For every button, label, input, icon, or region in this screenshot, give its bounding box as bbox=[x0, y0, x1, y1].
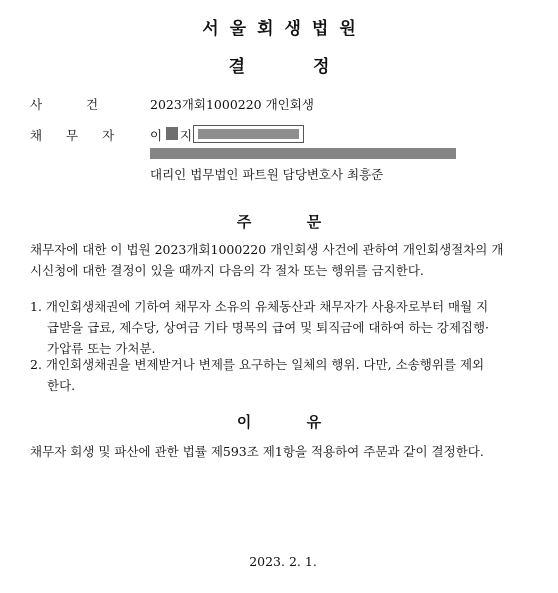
case-number: 2023개회1000220 개인회생 bbox=[150, 97, 314, 112]
ruling-item-2-line-1: 2. 개인회생채권을 변제받거나 변제를 요구하는 일체의 행위. 다만, 소송행위를 제외 bbox=[30, 357, 485, 372]
address-redaction-bar bbox=[150, 148, 456, 159]
ruling-item-2-line-2: 한다. bbox=[47, 378, 76, 393]
debtor-label: 채 무 자 bbox=[30, 128, 115, 143]
reason-heading: 이 유 bbox=[236, 413, 322, 431]
decision-date: 2023. 2. 1. bbox=[249, 554, 317, 569]
ruling-item-1-line-3: 가압류 또는 가처분. bbox=[47, 341, 156, 356]
ruling-intro-line-2: 시신청에 대한 결정이 있을 때까지 다음의 각 절차 또는 행위를 금지한다. bbox=[30, 263, 424, 278]
reason-text: 채무자 회생 및 파산에 관한 법률 제593조 제1항을 적용하여 주문과 같이 결정한다. bbox=[30, 444, 484, 459]
ruling-item-1-line-2: 급받을 급료, 제수당, 상여금 기타 명목의 급여 및 퇴직금에 대하여 하는 강제집행· bbox=[47, 320, 490, 335]
ruling-item-1-line-1: 1. 개인회생채권에 기하여 채무자 소유의 유체동산과 채무자가 사용자로부터 매월 지 bbox=[30, 299, 489, 314]
case-label: 사 건 bbox=[30, 97, 99, 112]
redaction-mark bbox=[166, 127, 178, 140]
representative: 대리인 법무법인 파트원 담당변호사 최흥준 bbox=[150, 167, 384, 182]
redaction-box bbox=[193, 125, 304, 143]
court-name: 서울회생법원 bbox=[202, 19, 367, 39]
debtor-name-first: 이 bbox=[150, 128, 163, 143]
ruling-intro-line-1: 채무자에 대한 이 법원 2023개회1000220 개인회생 사건에 관하여 개인회생절차의 개 bbox=[30, 242, 504, 257]
ruling-heading: 주 문 bbox=[236, 213, 322, 231]
debtor-name-second: 지 bbox=[180, 128, 193, 143]
document-type-title: 결 정 bbox=[228, 57, 330, 77]
